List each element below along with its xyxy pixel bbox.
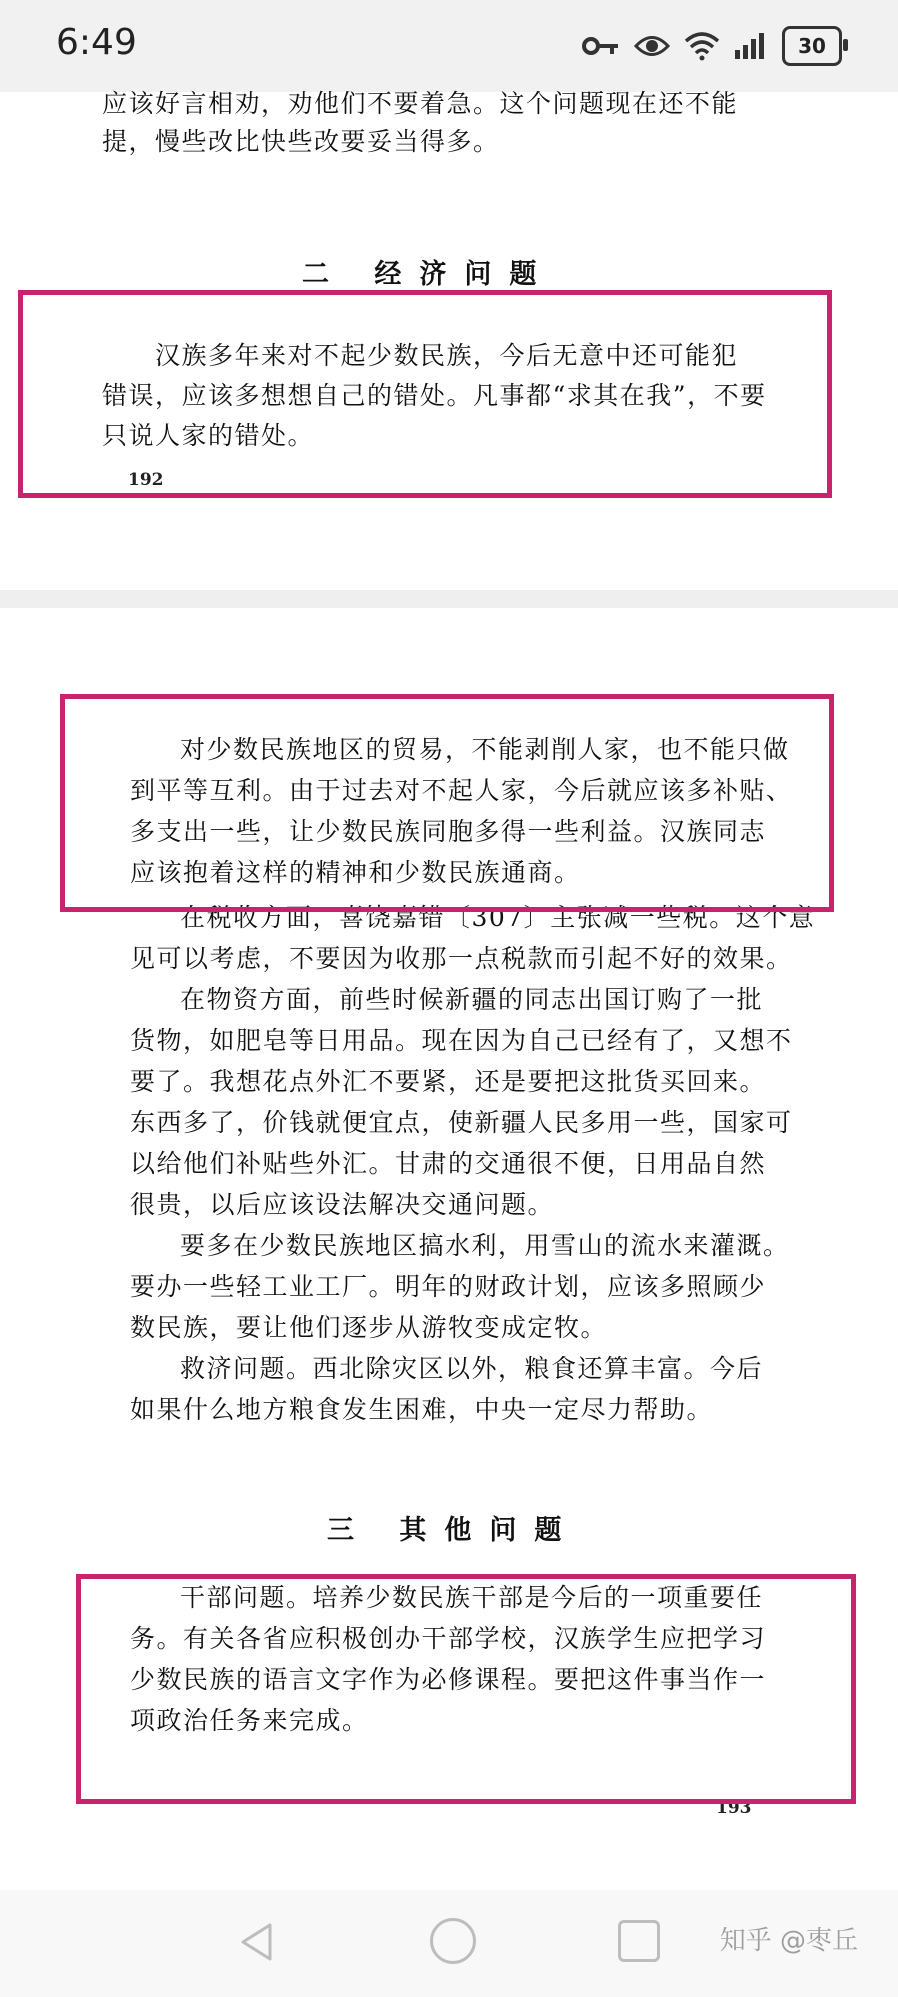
page-separator	[0, 590, 898, 608]
recents-icon[interactable]	[618, 1920, 660, 1962]
highlight-box-1	[18, 290, 832, 498]
back-icon[interactable]	[238, 1922, 274, 1962]
text-line: 如果什么地方粮食发生困难，中央一定尽力帮助。	[130, 1395, 714, 1424]
text-line: 在税收方面，喜饶嘉错〔307〕主张减一些税。这个意	[180, 903, 816, 932]
text-line: 数民族，要让他们逐步从游牧变成定牧。	[130, 1313, 608, 1342]
key-icon	[582, 34, 620, 58]
highlight-box-3	[76, 1574, 856, 1804]
text-line: 干部问题。培养少数民族干部是今后的一项重要任	[180, 1583, 764, 1612]
text-line: 务。有关各省应积极创办干部学校，汉族学生应把学习	[130, 1624, 767, 1653]
text-line: 汉族多年来对不起少数民族，今后无意中还可能犯	[155, 341, 739, 370]
battery-level: 30	[798, 34, 826, 58]
text-line: 项政治任务来完成。	[130, 1706, 369, 1735]
book-page-192	[0, 89, 898, 590]
text-line: 货物，如肥皂等日用品。现在因为自己已经有了，又想不	[130, 1026, 793, 1055]
wifi-icon	[684, 31, 720, 61]
text-line: 以给他们补贴些外汇。甘肃的交通很不便，日用品自然	[130, 1149, 767, 1178]
text-line: 要多在少数民族地区搞水利，用雪山的流水来灌溉。	[180, 1231, 790, 1260]
status-icons	[582, 24, 842, 68]
section-heading-other: 三 其他问题	[327, 1515, 580, 1546]
text-line: 应该抱着这样的精神和少数民族通商。	[130, 858, 581, 887]
text-line: 见可以考虑，不要因为收那一点税款而引起不好的效果。	[130, 944, 793, 973]
text-line: 提，慢些改比快些改要妥当得多。	[102, 127, 500, 156]
text-line: 多支出一些，让少数民族同胞多得一些利益。汉族同志	[130, 817, 767, 846]
highlight-box-2	[60, 694, 834, 912]
text-line: 对少数民族地区的贸易，不能剥削人家，也不能只做	[180, 735, 790, 764]
status-bar	[0, 0, 898, 92]
text-line: 要了。我想花点外汇不要紧，还是要把这批货买回来。	[130, 1067, 767, 1096]
home-icon[interactable]	[430, 1918, 476, 1964]
navigation-bar	[0, 1890, 898, 1997]
status-time: 6:49	[56, 22, 137, 63]
text-line: 应该好言相劝，劝他们不要着急。这个问题现在还不能	[102, 89, 739, 118]
text-line: 在物资方面，前些时候新疆的同志出国订购了一批	[180, 985, 764, 1014]
eye-icon	[634, 33, 670, 59]
page-number: 193	[716, 1798, 752, 1818]
text-line: 少数民族的语言文字作为必修课程。要把这件事当作一	[130, 1665, 767, 1694]
battery-icon	[782, 26, 842, 66]
page-number: 192	[128, 470, 164, 490]
section-heading-economy: 二 经济问题	[302, 259, 555, 290]
watermark: 知乎 @枣丘	[719, 1926, 858, 1956]
text-line: 到平等互利。由于过去对不起人家，今后就应该多补贴、	[130, 776, 793, 805]
text-line: 要办一些轻工业工厂。明年的财政计划，应该多照顾少	[130, 1272, 767, 1301]
text-line: 东西多了，价钱就便宜点，使新疆人民多用一些，国家可	[130, 1108, 793, 1137]
text-line: 很贵，以后应该设法解决交通问题。	[130, 1190, 555, 1219]
text-line: 错误，应该多想想自己的错处。凡事都“求其在我”，不要	[102, 381, 767, 410]
text-line: 救济问题。西北除灾区以外，粮食还算丰富。今后	[180, 1354, 764, 1383]
signal-icon	[734, 32, 768, 60]
text-line: 只说人家的错处。	[102, 421, 315, 450]
book-page-193	[0, 608, 898, 1890]
